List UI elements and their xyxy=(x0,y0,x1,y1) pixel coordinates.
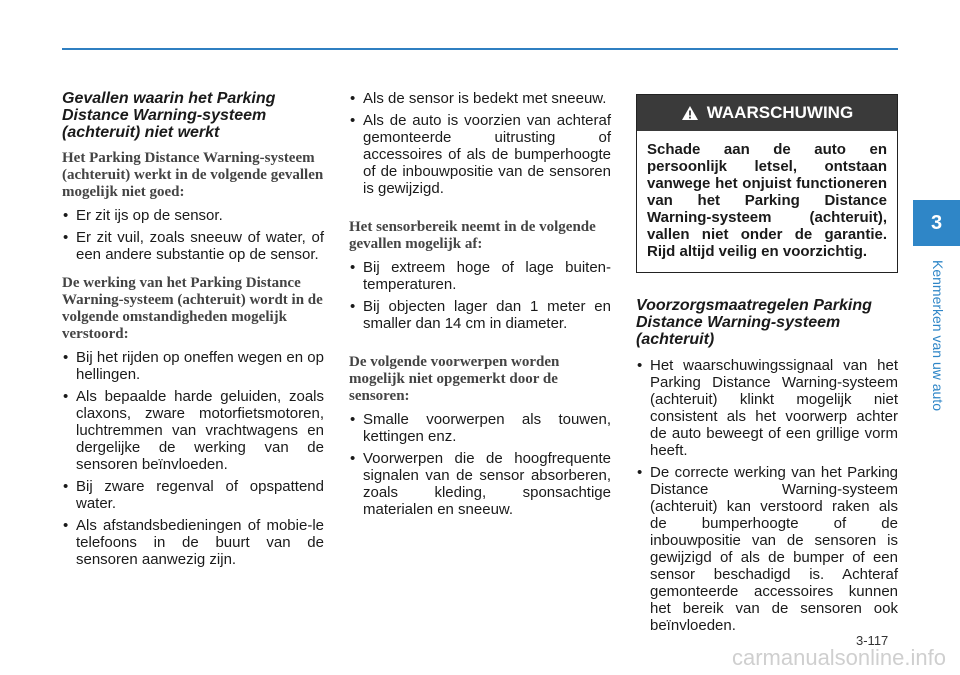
warning-box xyxy=(636,94,898,273)
section-heading-not-working: Gevallen waarin het Parking Distance Warning-systeem (achteruit) niet werkt xyxy=(62,90,276,141)
list-item: • Bij het rijden op oneffen wegen en op hellingen. xyxy=(62,349,324,383)
column-3 xyxy=(636,94,898,646)
column-1 xyxy=(62,90,324,580)
list-item: • Als de auto is voorzien van achteraf gemonteerde uitrusting of accessoires of als de bumperhoogte of de inbouwpositie van de sensoren is gewijzigd. xyxy=(349,112,611,197)
section-heading-precautions: Voorzorgsmaatregelen Parking Distance Warning-systeem (achteruit) xyxy=(636,297,872,348)
list-disturbed xyxy=(62,349,324,568)
list-not-detected xyxy=(349,411,611,518)
warning-title: WAARSCHUWING xyxy=(706,103,854,122)
warning-header xyxy=(637,95,897,131)
list-precautions xyxy=(636,357,898,634)
list-range-reduced xyxy=(349,259,611,332)
warning-triangle-icon xyxy=(681,105,699,121)
subheading-disturbed: De werking van het Parking Distance Warning-systeem (achteruit) wordt in de volgende omstandigheden mogelijk verstoord: xyxy=(62,275,323,342)
list-item: • Bij objecten lager dan 1 meter en smaller dan 14 cm in diameter. xyxy=(349,298,611,332)
chapter-label: Kenmerken van uw auto xyxy=(930,260,946,411)
list-item: • De correcte werking van het Parking Distance Warning-systeem (achteruit) kan verstoord raken als de bumperhoogte of de inbouwpositie van de sensoren is gewijzigd of als de bumper of een sensor beschadigd is. Achteraf gemonteerde accessoires kunnen het bereik van de sensoren ook beïnvloeden. xyxy=(636,464,898,634)
column-2 xyxy=(349,90,611,530)
top-rule xyxy=(62,48,898,50)
watermark: carmanualsonline.info xyxy=(731,645,946,670)
list-item: • Bij zware regenval of opspattend water. xyxy=(62,478,324,512)
warning-text: Schade aan de auto en persoonlijk letsel, ontstaan vanwege het onjuist functioneren van het Parking Distance Warning-systeem (achteruit), vallen niet onder de garantie. Rijd altijd veilig en voorzichtig. xyxy=(647,141,887,260)
chapter-tab: 3 xyxy=(913,200,960,246)
list-item: • Bij extreem hoge of lage buiten-temperaturen. xyxy=(349,259,611,293)
list-item: • Er zit ijs op de sensor. xyxy=(62,207,324,224)
list-not-working xyxy=(62,207,324,263)
list-item: • Er zit vuil, zoals sneeuw of water, of een andere substantie op de sensor. xyxy=(62,229,324,263)
list-item: • Het waarschuwingssignaal van het Parking Distance Warning-systeem (achteruit) klinkt mogelijk niet consistent als het voorwerp achter de auto beweegt of een grillige vorm heeft. xyxy=(636,357,898,459)
subheading-not-detected: De volgende voorwerpen worden mogelijk niet opgemerkt door de sensoren: xyxy=(349,354,560,404)
list-item: • Als de sensor is bedekt met sneeuw. xyxy=(349,90,611,107)
page-number: 3-117 xyxy=(856,633,889,648)
list-continued xyxy=(349,90,611,197)
list-item: • Voorwerpen die de hoogfrequente signalen van de sensor absorberen, zoals kleding, sponsachtige materialen en sneeuw. xyxy=(349,450,611,518)
subheading-not-working: Het Parking Distance Warning-systeem (achteruit) werkt in de volgende gevallen mogelijk niet goed: xyxy=(62,150,324,200)
list-item: • Als bepaalde harde geluiden, zoals claxons, zware motorfietsmotoren, luchtremmen van vrachtwagens en dergelijke de werking van de sensoren beïnvloeden. xyxy=(62,388,324,473)
subheading-range-reduced: Het sensorbereik neemt in de volgende gevallen mogelijk af: xyxy=(349,219,596,252)
list-item: • Smalle voorwerpen als touwen, kettingen enz. xyxy=(349,411,611,445)
list-item: • Als afstandsbedieningen of mobie-le telefoons in de buurt van de sensoren aanwezig zijn. xyxy=(62,517,324,568)
